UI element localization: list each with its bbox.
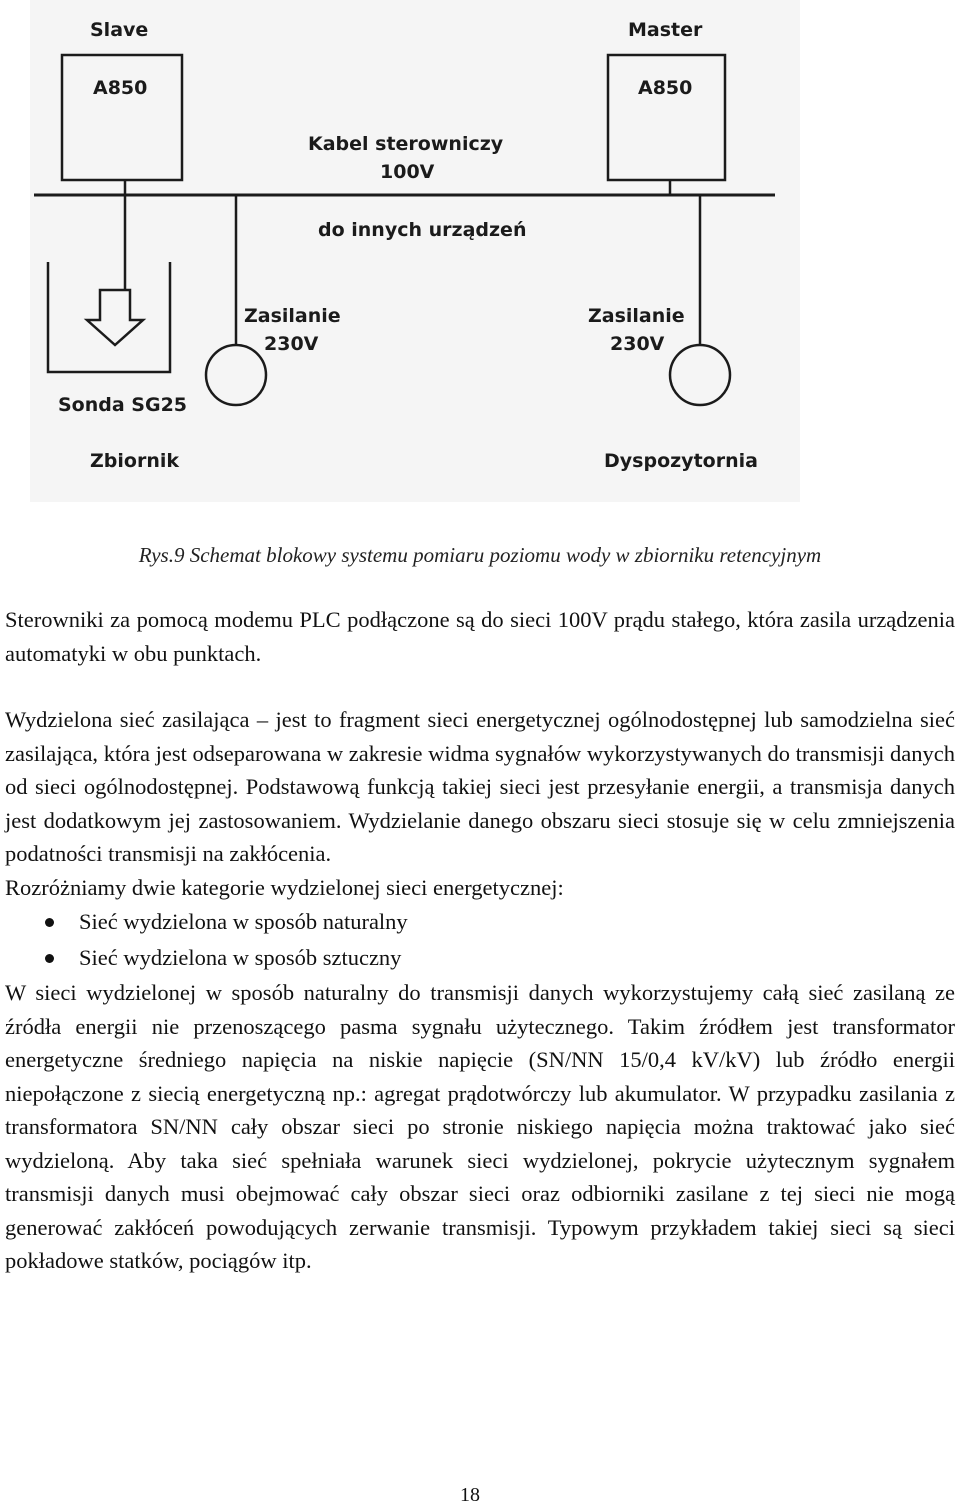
paragraph-1: Sterowniki za pomocą modemu PLC podłączone są do sieci 100V prądu stałego, która zasila urządzenia automatyki w obu punktach. [5,607,955,666]
master-device-label: A850 [638,77,693,99]
right-power-supply-icon [670,345,730,405]
slave-title: Slave [90,19,149,41]
cable-label-line1: Kabel sterowniczy [308,133,504,155]
master-title: Master [628,19,703,41]
list-item [5,904,955,940]
power-left-line1: Zasilanie [244,305,341,327]
bus-label: do innych urządzeń [318,219,527,241]
list-item-label: Sieć wydzielona w sposób sztuczny [79,945,402,970]
body-text [5,703,955,1278]
bullet-icon [45,954,54,963]
cable-label-line2: 100V [380,161,435,183]
paragraph-plc [5,603,955,670]
figure-caption [0,543,960,568]
master-controller-box [608,55,725,180]
dispatch-label: Dyspozytornia [604,450,758,472]
caption-text: 9 Schemat blokowy systemu pomiaru poziomu wody w zbiorniku retencyjnym [173,543,822,567]
category-list [5,904,955,976]
page-number: 18 [460,1484,480,1506]
power-right-line1: Zasilanie [588,305,685,327]
left-power-supply-icon [206,345,266,405]
list-item-label: Sieć wydzielona w sposób naturalny [79,909,408,934]
block-diagram [30,0,800,502]
paragraph-4: W sieci wydzielonej w sposób naturalny do transmisji danych wykorzystujemy całą sieć zasilaną ze źródła energii nie przenoszącego pasma sygnału użytecznego. Takim źródłem jest transformator energetyczne średniego napięcia na niskie napięcie (SN/NN 15/0,4 kV/kV) lub źródło energii niepołączone z siecią energetyczną np.: agregat prądotwórczy lub akumulator. W przypadku zasilania z transformatora SN/NN cały obszar sieci po stronie niskiego napięcia można traktować jako sieć wydzieloną. Aby taka sieć spełniała warunek sieci wydzielonej, pokrycie użytecznym sygnałem transmisji danych musi obejmować cały obszar sieci oraz odbiorniki zasilane z tej sieci nie mogą generować zakłóceń powodujących zerwanie transmisji. Typowym przykładem takiej sieci są sieci pokładowe statków, pociągów itp. [5,980,955,1273]
probe-label: Sonda SG25 [58,394,188,416]
bullet-icon [45,918,54,927]
caption-prefix: Rys. [138,543,174,567]
slave-controller-box [62,55,182,180]
slave-device-label: A850 [93,77,148,99]
paragraph-2: Wydzielona sieć zasilająca – jest to fragment sieci energetycznej ogólnodostępnej lub samodzielna sieć zasilająca, która jest odseparowana w zakresie widma sygnałów wykorzystywanych do transmisji danych od sieci ogólnodostępnej. Podstawową funkcją takiej sieci jest przesyłanie energii, a transmisja danych jest dodatkowym jej zastosowaniem. Wydzielanie danego obszaru sieci stosuje się w celu zmniejszenia podatności transmisji na zakłócenia. [5,707,955,866]
tank-label: Zbiornik [90,450,179,472]
paragraph-3: Rozróżniamy dwie kategorie wydzielonej sieci energetycznej: [5,874,564,900]
block-diagram-figure [30,0,800,502]
probe-arrow-icon [87,290,143,345]
power-left-line2: 230V [264,333,319,355]
power-right-line2: 230V [610,333,665,355]
list-item [5,940,955,976]
